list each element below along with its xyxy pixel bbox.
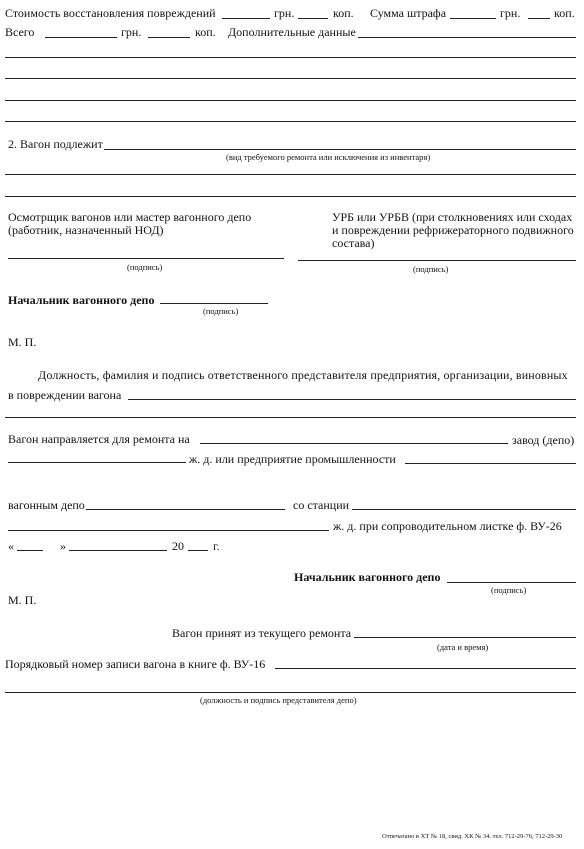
fine-grn-label: грн. xyxy=(500,6,521,20)
inspector-label: Осмотрщик вагонов или мастер вагонного депо (работник, назначенный НОД) xyxy=(8,210,252,237)
date-year-prefix: 20 xyxy=(172,539,184,553)
representative-hint: (должность и подпись представителя депо) xyxy=(200,695,357,705)
wagon-depot-field[interactable] xyxy=(86,509,285,510)
fine-kop-field[interactable] xyxy=(528,18,550,19)
grn-label: грн. xyxy=(274,6,295,20)
additional-line-1[interactable] xyxy=(5,57,576,58)
depot-head-signature-field-2[interactable] xyxy=(447,582,576,583)
additional-line-2[interactable] xyxy=(5,78,576,79)
record-number-label: Порядковый номер записи вагона в книге ф. ВУ-16 xyxy=(5,657,266,671)
railway-label: ж. д. или предприятие промышленности xyxy=(189,452,396,466)
additional-line-3[interactable] xyxy=(5,100,576,101)
accepted-label: Вагон принят из текущего ремонта xyxy=(172,626,352,640)
urb-signature-field[interactable] xyxy=(298,260,576,261)
additional-data-field[interactable] xyxy=(358,37,576,38)
depot-head-label: Начальник вагонного депо xyxy=(8,293,155,307)
fine-grn-field[interactable] xyxy=(450,18,496,19)
print-footer: Отпечатано в ХТ № 18, свид. ХК № 34. тел. 712-29-76, 712-29-30 xyxy=(382,833,563,840)
plant-depot-label: завод (депо) xyxy=(512,433,575,447)
restore-grn-field[interactable] xyxy=(222,18,270,19)
date-g-label: г. xyxy=(213,539,220,553)
mp-stamp-label-2: М. П. xyxy=(8,593,37,607)
depot-head-signature-field[interactable] xyxy=(160,303,268,304)
wagon-subject-line-2[interactable] xyxy=(5,174,576,175)
kop-label: коп. xyxy=(333,6,354,20)
fine-kop-label: коп. xyxy=(554,6,575,20)
additional-data-label: Дополнительные данные xyxy=(228,25,356,39)
accepted-hint: (дата и время) xyxy=(437,642,489,652)
fine-sum-label: Сумма штрафа xyxy=(370,6,447,20)
date-year-field[interactable] xyxy=(188,550,208,551)
total-grn-label: грн. xyxy=(121,25,142,39)
responsible-field[interactable] xyxy=(128,399,576,400)
wagon-subject-line-3[interactable] xyxy=(5,196,576,197)
total-kop-field[interactable] xyxy=(148,37,190,38)
depot-representative-field[interactable] xyxy=(5,692,576,693)
sent-for-repair-label: Вагон направляется для ремонта на xyxy=(8,432,190,446)
restore-cost-label: Стоимость восстановления повреждений xyxy=(5,6,216,20)
date-quote-close: » xyxy=(60,539,66,553)
wagon-depot-label: вагонным депо xyxy=(8,498,85,512)
urb-label: УРБ или УРБВ (при столкновениях или сходах и повреждении рефрижераторного подвижного состава) xyxy=(332,210,574,250)
railway-field[interactable] xyxy=(8,462,186,463)
inspector-signature-field[interactable] xyxy=(8,258,284,259)
depot-head-sign-hint: (подпись) xyxy=(203,306,239,316)
station-field[interactable] xyxy=(352,509,576,510)
responsible-label-2: в повреждении вагона xyxy=(8,388,122,402)
railway-enterprise-field[interactable] xyxy=(405,463,576,464)
date-day-field[interactable] xyxy=(17,550,43,551)
additional-line-4[interactable] xyxy=(5,121,576,122)
responsible-line-2[interactable] xyxy=(5,417,576,418)
total-grn-field[interactable] xyxy=(45,37,117,38)
from-station-label: со станции xyxy=(293,498,350,512)
total-label: Всего xyxy=(5,25,35,39)
date-month-field[interactable] xyxy=(69,550,167,551)
accompanying-sheet-label: ж. д. при сопроводительном листке ф. ВУ-26 xyxy=(333,519,562,533)
accompanying-railway-field[interactable] xyxy=(8,530,329,531)
restore-kop-field[interactable] xyxy=(298,18,328,19)
date-quote-open: « xyxy=(8,539,14,553)
mp-stamp-label: М. П. xyxy=(8,335,37,349)
total-kop-label: коп. xyxy=(195,25,216,39)
depot-head-sign-hint-2: (подпись) xyxy=(491,585,527,595)
record-number-field[interactable] xyxy=(275,668,576,669)
wagon-subject-field[interactable] xyxy=(104,149,576,150)
inspector-sign-hint: (подпись) xyxy=(127,262,163,272)
depot-head-label-2: Начальник вагонного депо xyxy=(294,570,441,584)
accepted-datetime-field[interactable] xyxy=(354,637,576,638)
repair-hint: (вид требуемого ремонта или исключения из инвентаря) xyxy=(226,152,431,162)
responsible-label: Должность, фамилия и подпись ответственного представителя предприятия, организации, виновных xyxy=(38,368,568,382)
wagon-subject-label: 2. Вагон подлежит xyxy=(8,137,103,151)
repair-plant-field[interactable] xyxy=(200,443,508,444)
urb-sign-hint: (подпись) xyxy=(413,264,449,274)
